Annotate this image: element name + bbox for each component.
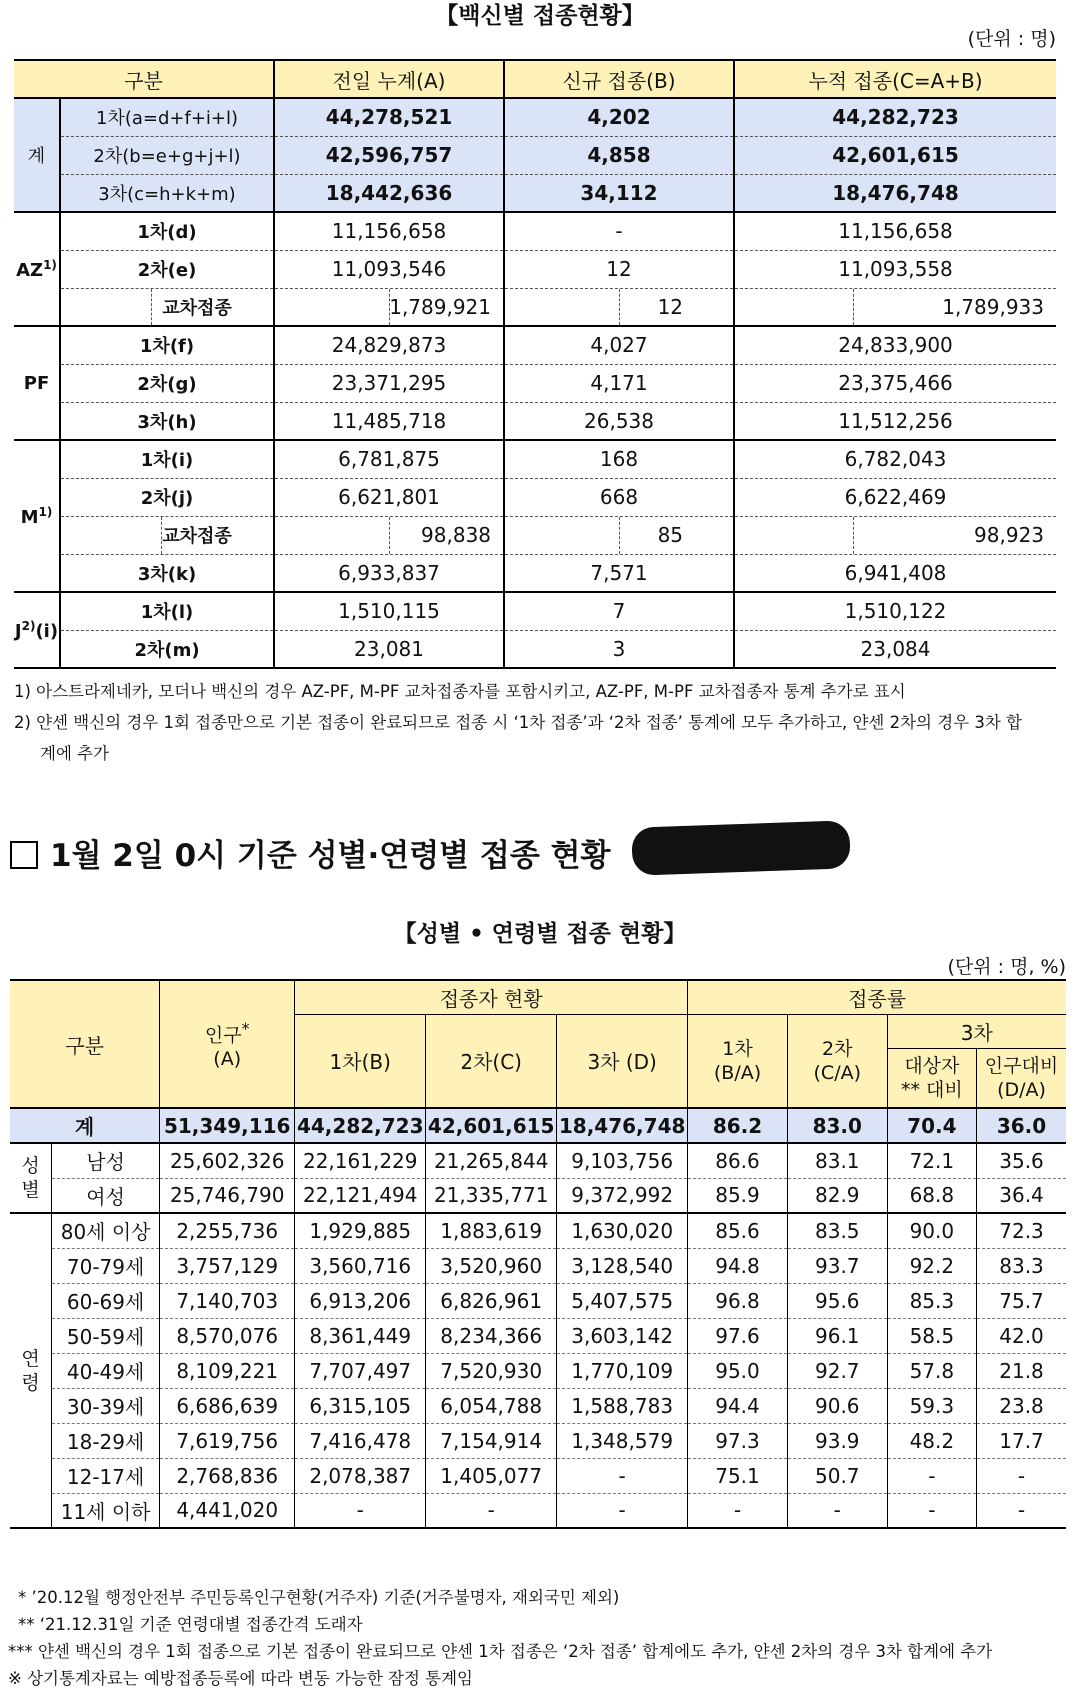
cell-new: 26,538 [504,402,734,440]
cell-value: 82.9 [787,1178,887,1213]
header-d1: 1차(B) [295,1014,426,1108]
cell-value: 1,588,783 [557,1388,688,1423]
cell-value: 44,282,723 [295,1108,426,1143]
cell-new: 12 [504,250,734,288]
cell-value: 75.1 [688,1458,788,1493]
row-label: 1차(a=d+f+i+l) [60,98,274,136]
cell-value: 48.2 [887,1423,976,1458]
cell-value: 35.6 [977,1143,1066,1178]
cell-new: 4,027 [504,326,734,364]
cell-value: 1,883,619 [426,1213,557,1248]
table-row [14,592,1056,630]
vaccine-table-header [14,60,1056,98]
cell-value: 1,630,020 [557,1213,688,1248]
cell-new: 7 [504,592,734,630]
cell-value: 6,913,206 [295,1283,426,1318]
cell-value: 75.7 [977,1283,1066,1318]
cell-cum: 6,941,408 [734,554,1056,592]
table-row [14,98,1056,136]
cell-value: 6,315,105 [295,1388,426,1423]
cell-value: 42,601,615 [426,1108,557,1143]
cell-prev: 11,093,546 [274,250,504,288]
header-d3: 3차 (D) [557,1014,688,1108]
cell-value: 7,416,478 [295,1423,426,1458]
cell-new: - [504,212,734,250]
cell-new: 4,171 [504,364,734,402]
cell-value: 93.9 [787,1423,887,1458]
header-r3: 3차 [887,1014,1066,1048]
footnote: 1) 아스트라제네카, 모더나 백신의 경우 AZ-PF, M-PF 교차접종자를 포함시키고, AZ-PF, M-PF 교차접종자 통계 추가로 표시 [14,682,906,701]
row-label: 3차(k) [60,554,274,592]
cell-prev: 23,371,295 [274,364,504,402]
group-az: AZ$^{1)}$ [14,212,60,326]
row-label: 남성 [52,1143,160,1178]
cell-value: 1,348,579 [557,1423,688,1458]
header-r2: 2차 (C/A) [787,1014,887,1108]
cell-value: 4,441,020 [160,1493,295,1528]
cell-value: 7,707,497 [295,1353,426,1388]
footnote: ※ 상기통계자료는 예방접종등록에 따라 변동 가능한 잠정 통계임 [8,1669,473,1688]
row-label: 3차(h) [60,402,274,440]
cell-value: 22,161,229 [295,1143,426,1178]
table-row [14,516,1056,554]
cell-value: 2,255,736 [160,1213,295,1248]
row-label: 3차(c=h+k+m) [60,174,274,212]
row-label: 2차(j) [60,478,274,516]
cell-value: 94.8 [688,1248,788,1283]
cell-new: 168 [504,440,734,478]
table-row [14,364,1056,402]
cell-value: 86.2 [688,1108,788,1143]
table-row [14,554,1056,592]
cell-cum: 44,282,723 [734,98,1056,136]
cell-value: 51,349,116 [160,1108,295,1143]
row-label: 계 [10,1108,160,1143]
cell-value: 95.0 [688,1353,788,1388]
cell-prev: 44,278,521 [274,98,504,136]
cell-value: 83.3 [977,1248,1066,1283]
cell-value: 6,826,961 [426,1283,557,1318]
table-row [14,174,1056,212]
cell-value: 7,154,914 [426,1423,557,1458]
cell-value: 3,128,540 [557,1248,688,1283]
table-row [10,1248,1066,1283]
cell-prev: 11,485,718 [274,402,504,440]
cell-value: 59.3 [887,1388,976,1423]
cell-value: 1,929,885 [295,1213,426,1248]
row-label-cross: 교차접종 [60,288,274,326]
cell-value: - [688,1493,788,1528]
row-label: 1차(i) [60,440,274,478]
cell-value: - [887,1493,976,1528]
cell-value: 8,361,449 [295,1318,426,1353]
cell-value: - [426,1493,557,1528]
cell-value: 83.1 [787,1143,887,1178]
cell-value: 8,109,221 [160,1353,295,1388]
row-label: 80세 이상 [52,1213,160,1248]
cell-value: 7,619,756 [160,1423,295,1458]
header-target: 대상자 ** 대비 [887,1048,976,1108]
cell-value: 25,602,326 [160,1143,295,1178]
cell-prev: 11,156,658 [274,212,504,250]
cell-value: 95.6 [787,1283,887,1318]
cell-cum: 1,510,122 [734,592,1056,630]
row-label: 1차(l) [60,592,274,630]
row-label: 2차(g) [60,364,274,402]
cell-value: 96.8 [688,1283,788,1318]
row-label: 2차(m) [134,639,200,661]
table-row [14,212,1056,250]
cell-value: 18,476,748 [557,1108,688,1143]
cell-cum: 11,512,256 [734,402,1056,440]
group-age: 연령 [10,1213,52,1528]
cell-value: 8,234,366 [426,1318,557,1353]
cell-value: 7,520,930 [426,1353,557,1388]
cell-value: 3,603,142 [557,1318,688,1353]
cell-value: 3,757,129 [160,1248,295,1283]
row-label-cross: 교차접종 [60,516,274,554]
cell-prev: 98,838 [274,516,504,554]
cell-value: 23.8 [977,1388,1066,1423]
age-table-notes [8,1584,1078,1692]
vaccine-table-unit: (단위 : 명) [967,28,1056,50]
cell-value: 97.3 [688,1423,788,1458]
cell-value: 5,407,575 [557,1283,688,1318]
cell-value: 96.1 [787,1318,887,1353]
table-row [14,136,1056,174]
cell-value: 2,078,387 [295,1458,426,1493]
redaction-mark [631,820,851,876]
header-r1: 1차 (B/A) [688,1014,788,1108]
cell-value: 83.5 [787,1213,887,1248]
header-new: 신규 접종(B) [504,60,734,98]
row-label: 1차(d) [60,212,274,250]
table-row [14,250,1056,288]
cell-value: 21,265,844 [426,1143,557,1178]
cell-value: 36.4 [977,1178,1066,1213]
cell-cum: 18,476,748 [734,174,1056,212]
cell-value: - [787,1493,887,1528]
cell-value: 2,768,836 [160,1458,295,1493]
header-prev: 전일 누계(A) [274,60,504,98]
cell-value: 86.6 [688,1143,788,1178]
footnote: 계에 추가 [40,744,110,763]
vaccine-table-notes [14,676,1064,769]
cell-value: 22,121,494 [295,1178,426,1213]
cell-cum: 11,093,558 [734,250,1056,288]
cell-value: - [295,1493,426,1528]
group-sex: 성별 [10,1143,52,1213]
group-m: $M^{1)}$ [14,440,60,592]
cell-prev: 6,781,875 [274,440,504,478]
cell-new: 4,202 [504,98,734,136]
table-row [14,326,1056,364]
cell-value: 70.4 [887,1108,976,1143]
footnote: ** ‘21.12.31일 기준 연령대별 접종간격 도래자 [18,1615,363,1634]
row-label: 60-69세 [52,1283,160,1318]
cell-value: 36.0 [977,1108,1066,1143]
age-table-header [10,980,1066,1014]
cell-value: 9,372,992 [557,1178,688,1213]
cell-value: 85.3 [887,1283,976,1318]
age-table-unit: (단위 : 명, %) [947,956,1066,978]
cell-value: 90.0 [887,1213,976,1248]
table-row [10,1178,1066,1213]
cell-value: 8,570,076 [160,1318,295,1353]
cell-new: 85 [504,516,734,554]
cell-cum: 24,833,900 [734,326,1056,364]
cell-value: 25,746,790 [160,1178,295,1213]
cell-value: 90.6 [787,1388,887,1423]
cell-prev: 6,621,801 [274,478,504,516]
cell-value: 1,405,077 [426,1458,557,1493]
cell-new: 7,571 [504,554,734,592]
row-label: 11세 이하 [52,1493,160,1528]
cell-value: 17.7 [977,1423,1066,1458]
cell-value: - [557,1458,688,1493]
header-d2: 2차(C) [426,1014,557,1108]
row-label: 30-39세 [52,1388,160,1423]
cell-value: 93.7 [787,1248,887,1283]
cell-cum: 6,622,469 [734,478,1056,516]
cell-value: 58.5 [887,1318,976,1353]
vaccine-table [14,59,1056,669]
header-gubun: 구분 [14,60,274,98]
cell-prev: 1,510,115 [274,592,504,630]
cell-value: 21.8 [977,1353,1066,1388]
cell-cum: 1,789,933 [734,288,1056,326]
row-label: 70-79세 [52,1248,160,1283]
header-vaccinated: 접종자 현황 [295,980,688,1014]
age-table-title: 【성별 • 연령별 접종 현황】 [393,921,687,947]
cell-cum: 23,375,466 [734,364,1056,402]
table-row [14,288,1056,326]
cell-prev: 18,442,636 [274,174,504,212]
cell-value: - [1017,1498,1026,1523]
cell-value: 94.4 [688,1388,788,1423]
cell-value: 3,520,960 [426,1248,557,1283]
cell-new: 668 [504,478,734,516]
age-table-body [10,1108,1066,1528]
cell-cum: 42,601,615 [734,136,1056,174]
table-row [14,630,1056,668]
table-row [10,1493,1066,1528]
table-row [10,1143,1066,1178]
cell-prev: 6,933,837 [274,554,504,592]
cell-value: 9,103,756 [557,1143,688,1178]
table-row [14,478,1056,516]
cell-value: 83.0 [787,1108,887,1143]
table-row [10,1458,1066,1493]
group-total: 계 [14,98,60,212]
cell-value: 72.3 [977,1213,1066,1248]
cell-cum: 11,156,658 [734,212,1056,250]
cell-value: 50.7 [787,1458,887,1493]
footnote: * ’20.12월 행정안전부 주민등록인구현황(거주자) 기준(거주불명자, 재외국민 제외) [18,1588,620,1607]
age-table [10,979,1066,1529]
row-label: 여성 [52,1178,160,1213]
cell-value: 42.0 [977,1318,1066,1353]
footnote: *** 얀센 백신의 경우 1회 접종으로 기본 접종이 완료되므로 얀센 1차 접종은 ‘2차 접종’ 합계에도 추가, 얀센 2차의 경우 3차 합계에 추가 [8,1642,993,1661]
cell-prev: 1,789,921 [274,288,504,326]
header-gubun: 구분 [10,980,160,1108]
header-population: 인구* (A) [160,980,295,1108]
row-label: 1차(f) [60,326,274,364]
cell-value: 85.6 [688,1213,788,1248]
cell-value: 1,770,109 [557,1353,688,1388]
table-row [10,1213,1066,1248]
cell-value: 3,560,716 [295,1248,426,1283]
cell-value: 68.8 [887,1178,976,1213]
cell-value: 57.8 [887,1353,976,1388]
group-pf: PF [14,326,60,440]
row-label: 40-49세 [52,1353,160,1388]
footnote: 2) 얀센 백신의 경우 1회 접종만으로 기본 접종이 완료되므로 접종 시 ‘1차 접종’과 ‘2차 접종’ 통계에 모두 추가하고, 얀센 2차의 경우 3차 합 [14,713,1022,732]
vaccine-table-title: 【백신별 접종현황】 [435,3,645,29]
cell-value: - [887,1458,976,1493]
cell-new: 4,858 [504,136,734,174]
cell-cum: 23,084 [734,630,1056,668]
cell-cum: 98,923 [734,516,1056,554]
checkbox-square-icon [10,841,38,869]
cell-value: 72.1 [887,1143,976,1178]
section-heading-text: 1월 2일 0시 기준 성별·연령별 접종 현황 [50,838,611,874]
cell-prev: 24,829,873 [274,326,504,364]
row-label: 50-59세 [52,1318,160,1353]
table-row [14,402,1056,440]
cell-cum: 6,782,043 [734,440,1056,478]
cell-value: - [977,1458,1066,1493]
table-row [10,1388,1066,1423]
cell-value: 85.9 [688,1178,788,1213]
header-pop-ratio: 인구대비 (D/A) [977,1048,1066,1108]
header-cum: 누적 접종(C=A+B) [734,60,1056,98]
cell-new: 34,112 [504,174,734,212]
cell-prev: 23,081 [274,630,504,668]
cell-new: 12 [504,288,734,326]
table-row [10,1318,1066,1353]
cell-value: - [557,1493,688,1528]
cell-new: 3 [504,630,734,668]
cell-value: 97.6 [688,1318,788,1353]
row-label: 2차(e) [60,250,274,288]
cell-value: 6,054,788 [426,1388,557,1423]
table-row [14,440,1056,478]
cell-value: 7,140,703 [160,1283,295,1318]
table-row [10,1353,1066,1388]
row-label: 12-17세 [52,1458,160,1493]
row-label: 2차(b=e+g+j+l) [60,136,274,174]
table-row-total [10,1108,1066,1143]
row-label: 18-29세 [52,1423,160,1458]
cell-value: 21,335,771 [426,1178,557,1213]
section-heading [10,830,610,875]
cell-value: 92.7 [787,1353,887,1388]
header-rate: 접종률 [688,980,1066,1014]
table-row [10,1423,1066,1458]
group-j: $J^{2)}(i)$ [14,592,60,668]
table-row [10,1283,1066,1318]
cell-value: 6,686,639 [160,1388,295,1423]
cell-value: 92.2 [887,1248,976,1283]
cell-prev: 42,596,757 [274,136,504,174]
